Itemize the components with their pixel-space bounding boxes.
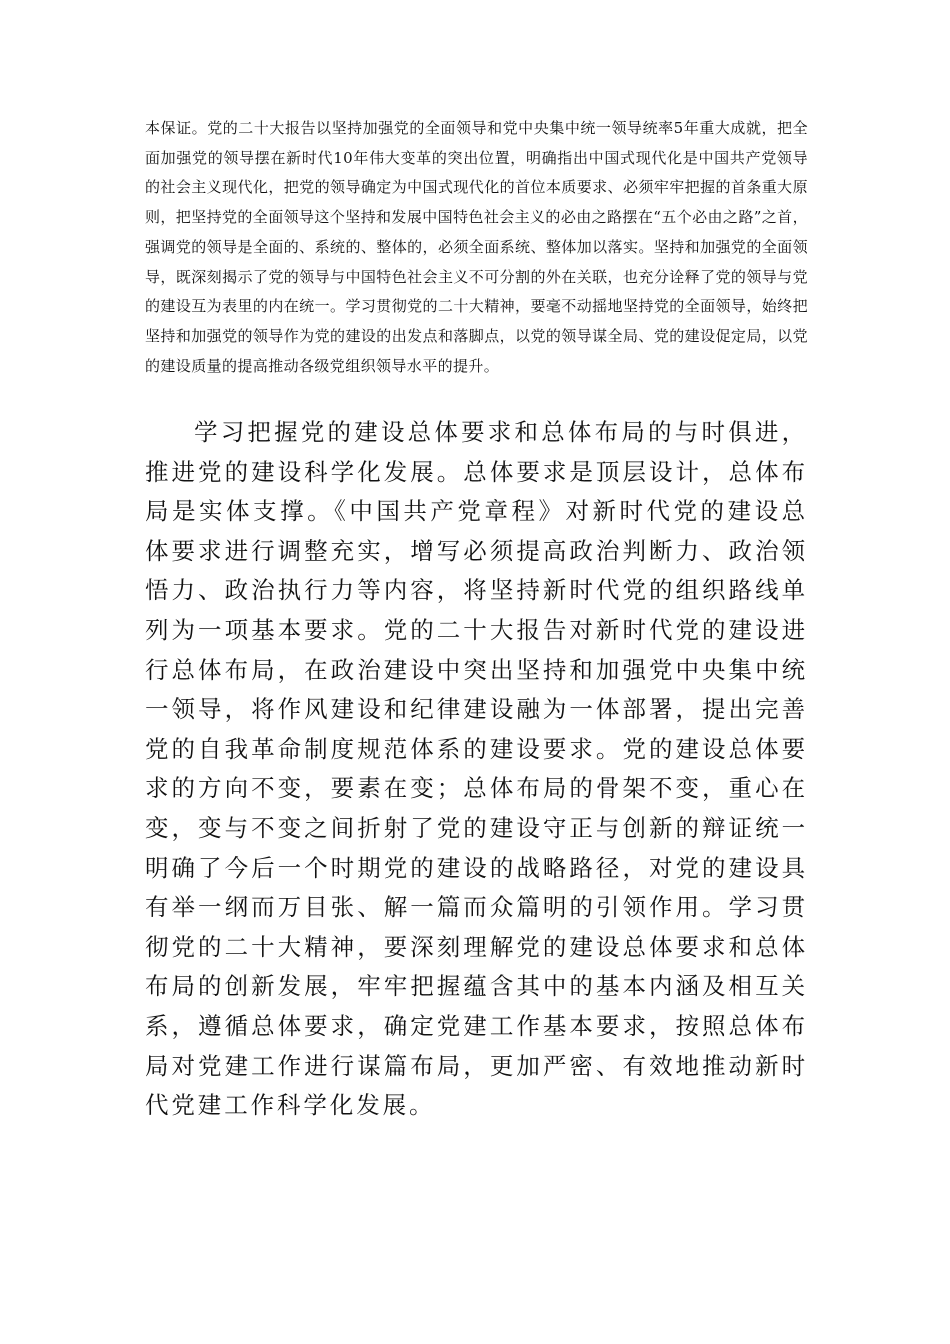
paragraph-continuation: 本保证。党的二十大报告以坚持加强党的全面领导和党中央集中统一领导统率5年重大成就，把全面加强党的领导摆在新时代10年伟大变革的突出位置，明确指出中国式现代化是中国共产党领导的社会主义现代化，把党的领导确定为中国式现代化的首位本质要求、必须牢牢把握的首条重大原则，把坚持党的全面领导这个坚持和发展中国特色社会主义的必由之路摆在“五个必由之路”之首，强调党的领导是全面的、系统的、整体的，必须全面系统、整体加以落实。坚持和加强党的全面领导，既深刻揭示了党的领导与中国特色社会主义不可分割的外在关联，也充分诠释了党的领导与党的建设互为表里的内在统一。学习贯彻党的二十大精神，要毫不动摇地坚持党的全面领导，始终把坚持和加强党的领导作为党的建设的出发点和落脚点，以党的领导谋全局、党的建设促定局，以党的建设质量的提高推动各级党组织领导水平的提升。 <box>145 119 808 375</box>
paragraph-overall-requirements: 学习把握党的建设总体要求和总体布局的与时俱进，推进党的建设科学化发展。总体要求是顶层设计，总体布局是实体支撑。《中国共产党章程》对新时代党的建设总体要求进行调整充实，增写必须提高政治判断力、政治领悟力、政治执行力等内容，将坚持新时代党的组织路线单列为一项基本要求。党的二十大报告对新时代党的建设进行总体布局，在政治建设中突出坚持和加强党中央集中统一领导，将作风建设和纪律建设融为一体部署，提出完善党的自我革命制度规范体系的建设要求。党的建设总体要求的方向不变，要素在变；总体布局的骨架不变，重心在变，变与不变之间折射了党的建设守正与创新的辩证统一明确了今后一个时期党的建设的战略路径，对党的建设具有举一纲而万目张、解一篇而众篇明的引领作用。学习贯彻党的二十大精神，要深刻理解党的建设总体要求和总体布局的创新发展，牢牢把握蕴含其中的基本内涵及相互关系，遵循总体要求，确定党建工作基本要求，按照总体布局对党建工作进行谋篇布局，更加严密、有效地推动新时代党建工作科学化发展。 <box>145 418 808 1120</box>
